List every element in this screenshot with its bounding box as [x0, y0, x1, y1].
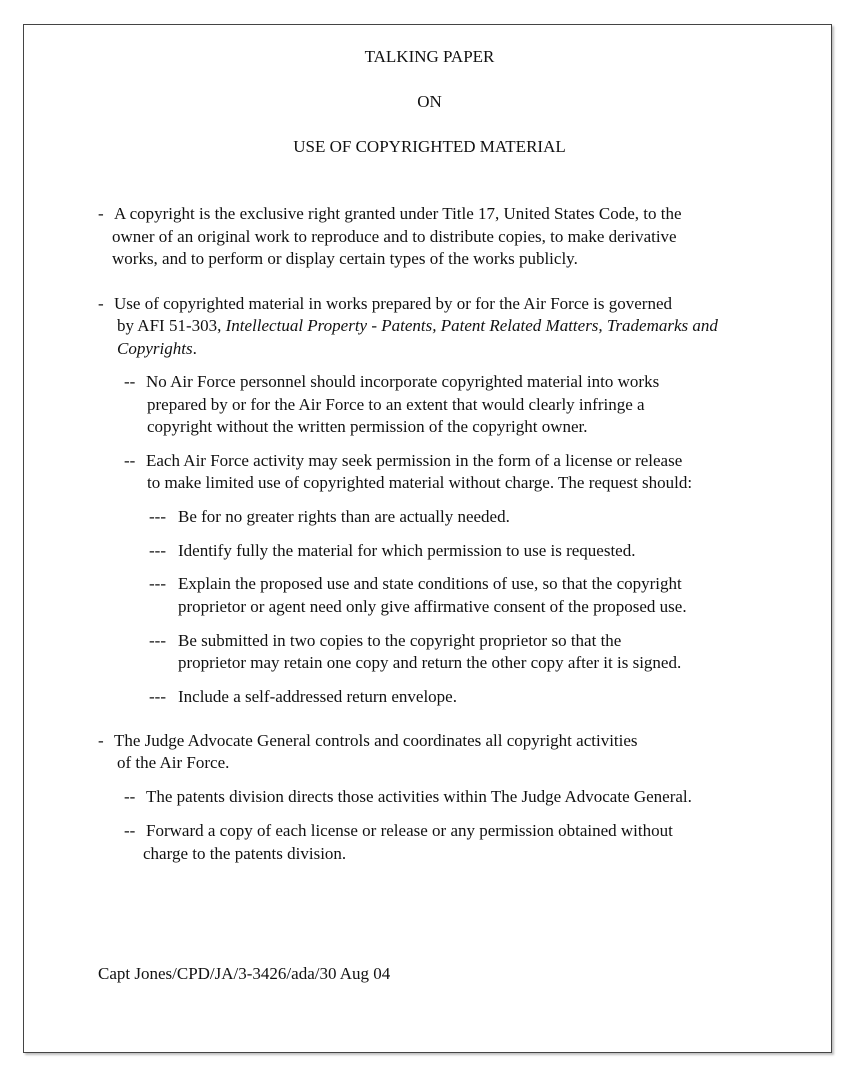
author-signature-line: Capt Jones/CPD/JA/3-3426/ada/30 Aug 04: [98, 964, 391, 983]
request-item: [149, 573, 682, 595]
sub-bullet-text-line: Each Air Force activity may seek permission in the form of a license or release: [146, 451, 683, 470]
afi-title-italic: Copyrights: [117, 339, 193, 358]
bullet-marker: -: [98, 294, 104, 313]
bullet-text-line: owner of an original work to reproduce and to distribute copies, to make derivative: [112, 227, 677, 246]
request-item-text: Explain the proposed use and state conditions of use, so that the copyright: [178, 574, 682, 593]
request-item-text: Be submitted in two copies to the copyright proprietor so that the: [178, 631, 622, 650]
document-title: TALKING PAPER: [364, 47, 495, 66]
bullet-text-line: .: [192, 339, 197, 358]
sub-bullet-patents-division: [124, 786, 692, 808]
sub-bullet-marker: --: [124, 787, 136, 806]
request-item: [149, 540, 635, 562]
sub-bullet-text-line: The patents division directs those activities within The Judge Advocate General.: [146, 787, 692, 806]
sub-bullet-text-line: to make limited use of copyrighted material without charge. The request should:: [147, 473, 693, 492]
request-item: [149, 630, 621, 652]
request-item-text: Include a self-addressed return envelope.: [178, 687, 457, 706]
document-subject: USE OF COPYRIGHTED MATERIAL: [293, 137, 566, 156]
sub-bullet-marker: --: [124, 372, 136, 391]
bullet-marker: -: [98, 731, 104, 750]
request-item: [149, 686, 457, 708]
document-page: [23, 24, 832, 1053]
bullet-text-line: of the Air Force.: [117, 753, 230, 772]
sub-bullet-text-line: Forward a copy of each license or release or any permission obtained without: [146, 821, 673, 840]
request-item-text: proprietor or agent need only give affirmative consent of the proposed use.: [178, 597, 687, 616]
document-title-on: ON: [417, 92, 442, 111]
sub-bullet-text-line: copyright without the written permission of the copyright owner.: [147, 417, 588, 436]
sub-bullet-text-line: charge to the patents division.: [143, 844, 347, 863]
request-item-marker: ---: [149, 507, 166, 526]
sub-bullet-marker: --: [124, 821, 136, 840]
afi-title-italic: Intellectual Property - Patents, Patent Related Matters, Trademarks and: [225, 316, 718, 335]
request-item-marker: ---: [149, 574, 166, 593]
bullet-text-line: by AFI 51-303,: [117, 316, 226, 335]
request-item-marker: ---: [149, 631, 166, 650]
bullet-text-line: Use of copyrighted material in works prepared by or for the Air Force is governed: [114, 294, 672, 313]
sub-bullet-text-line: No Air Force personnel should incorporate copyrighted material into works: [146, 372, 660, 391]
sub-bullet-marker: --: [124, 451, 136, 470]
request-item-text: Identify fully the material for which permission to use is requested.: [178, 541, 636, 560]
bullet-text-line: A copyright is the exclusive right granted under Title 17, United States Code, to the: [114, 204, 682, 223]
bullet-text-line: works, and to perform or display certain types of the works publicly.: [112, 249, 578, 268]
bullet-marker: -: [98, 204, 104, 223]
request-item-text: Be for no greater rights than are actually needed.: [178, 507, 510, 526]
sub-bullet-text-line: prepared by or for the Air Force to an extent that would clearly infringe a: [147, 395, 645, 414]
bullet-text-line: The Judge Advocate General controls and coordinates all copyright activities: [114, 731, 638, 750]
request-item-text: proprietor may retain one copy and return the other copy after it is signed.: [178, 653, 682, 672]
request-item: [149, 506, 510, 528]
request-item-marker: ---: [149, 687, 166, 706]
request-item-marker: ---: [149, 541, 166, 560]
